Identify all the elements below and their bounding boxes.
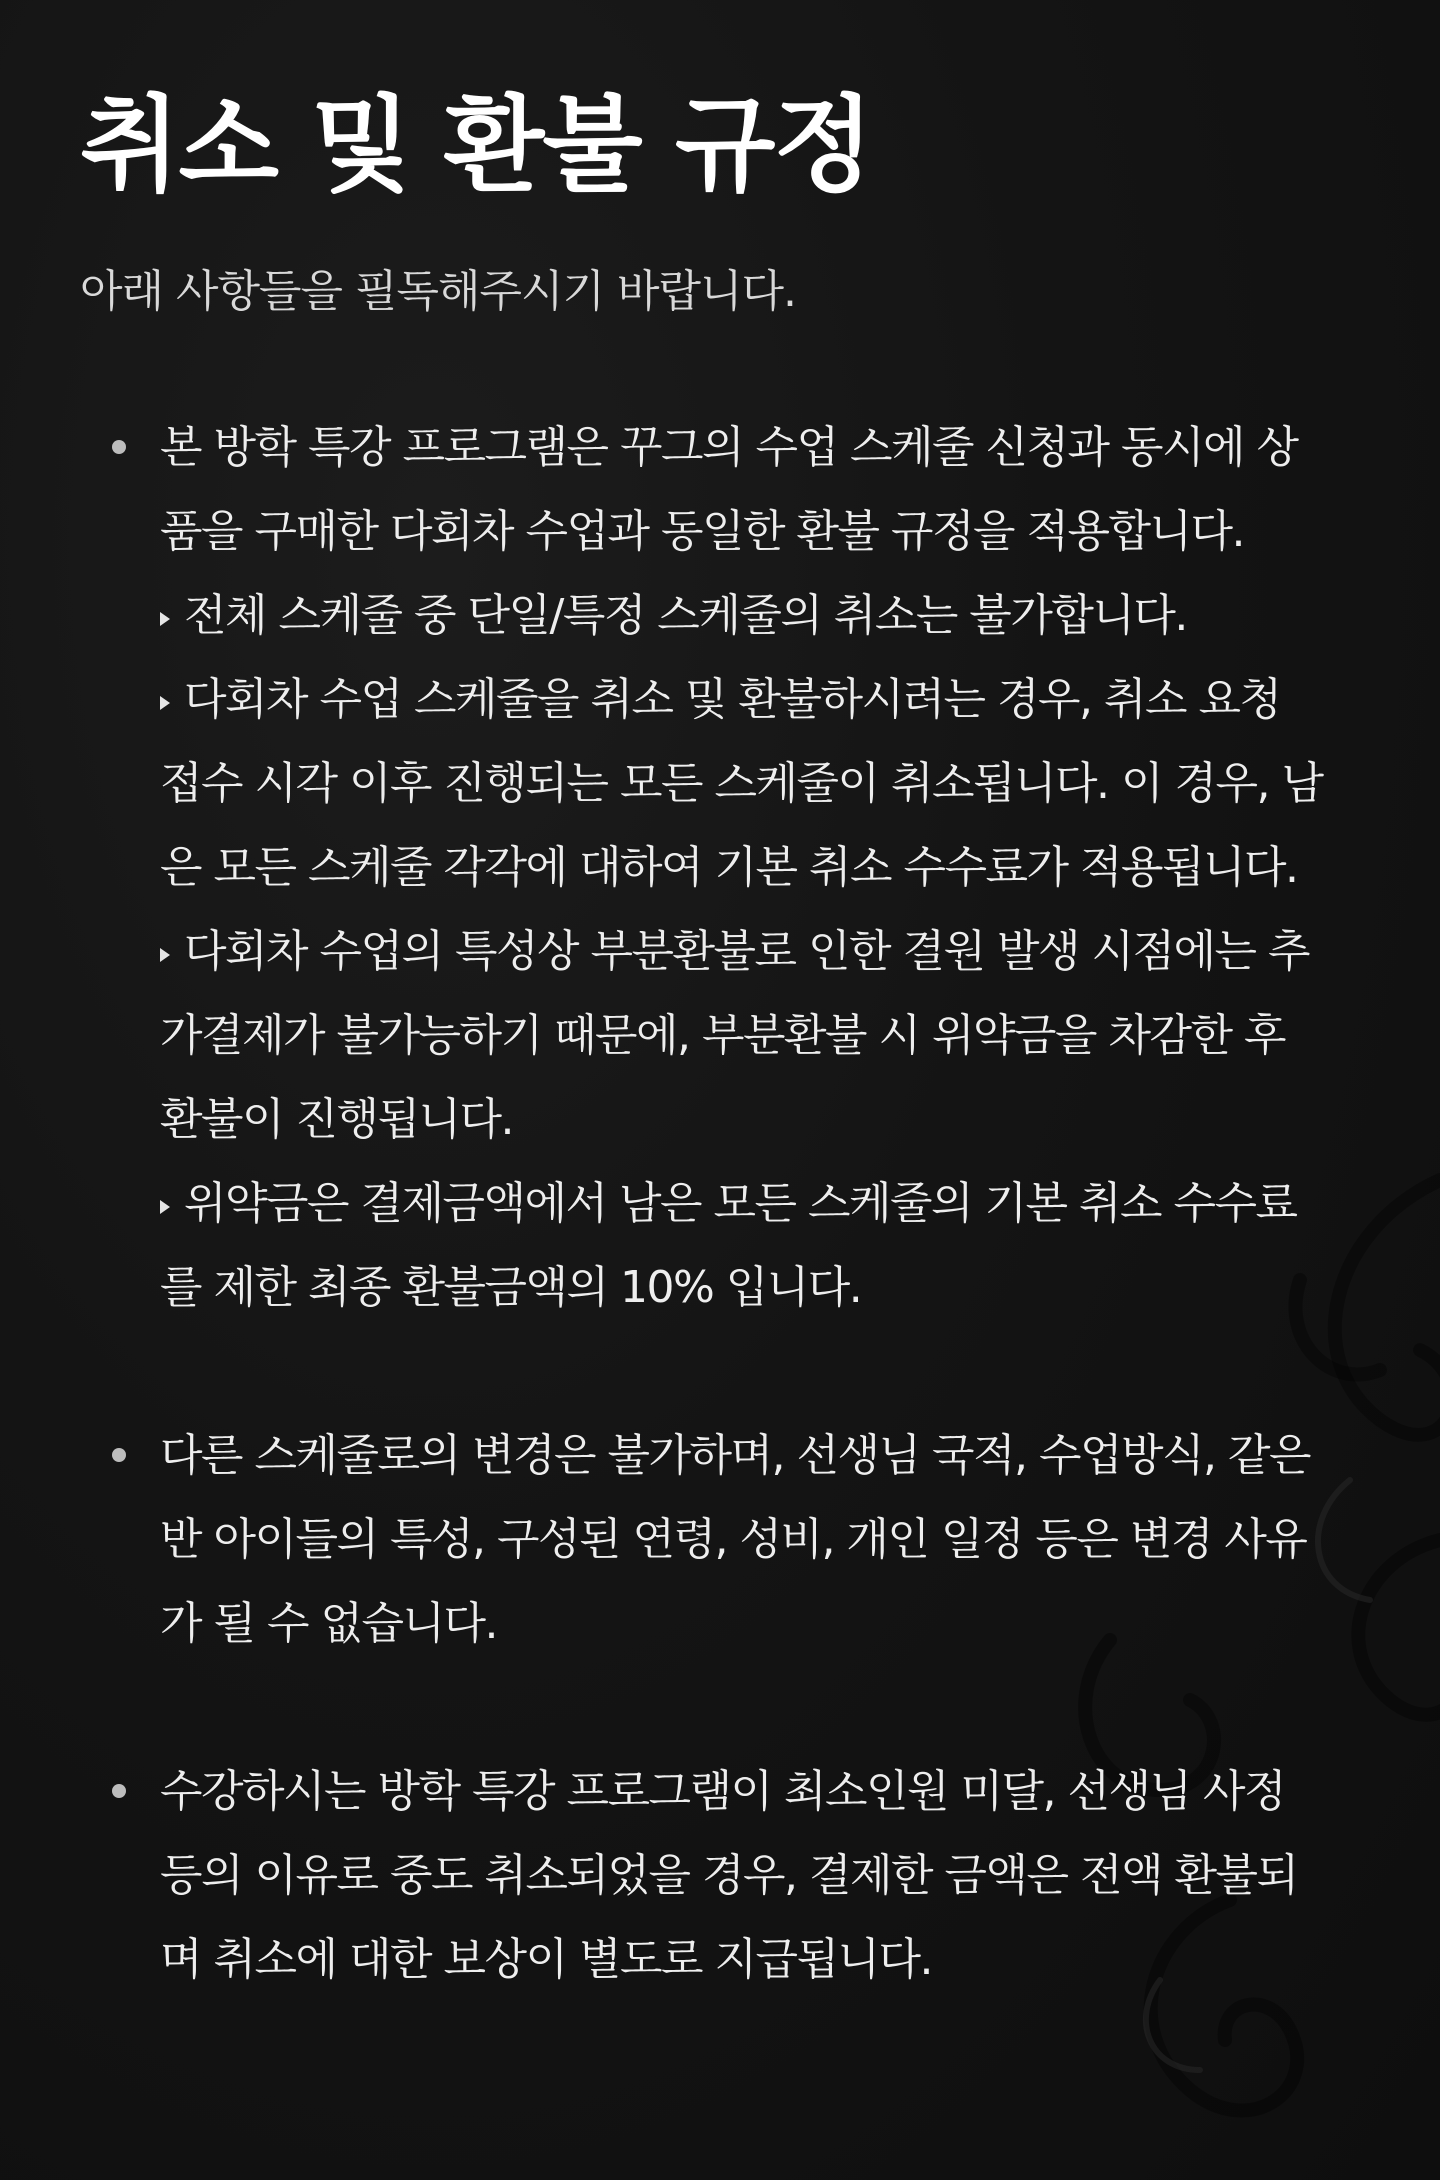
policy-text-line: 반 아이들의 특성, 구성된 연령, 성비, 개인 일정 등은 변경 사유	[160, 1514, 1307, 1565]
policy-text-line: 며 취소에 대한 보상이 별도로 지급됩니다.	[160, 1934, 932, 1985]
policy-text-line: 품을 구매한 다회차 수업과 동일한 환불 규정을 적용합니다.	[160, 506, 1244, 557]
policy-text-line: 가 될 수 없습니다.	[160, 1598, 497, 1649]
policy-sub-item	[160, 910, 1360, 1162]
triangle-right-icon	[160, 612, 170, 626]
policy-text-line: 본 방학 특강 프로그램은 꾸그의 수업 스케줄 신청과 동시에 상	[160, 422, 1298, 473]
policy-text-line: 등의 이유로 중도 취소되었을 경우, 결제한 금액은 전액 환불되	[160, 1850, 1298, 1901]
refund-policy-section	[80, 80, 1360, 2086]
policy-sub-text: 다회차 수업의 특성상 부분환불로 인한 결원 발생 시점에는 추	[184, 926, 1309, 977]
policy-sub-text-line	[160, 658, 1360, 742]
policy-item	[80, 1750, 1360, 2002]
policy-sub-item	[160, 574, 1360, 658]
page-title: 취소 및 환불 규정	[80, 84, 872, 206]
policy-sub-item	[160, 658, 1360, 910]
policy-sub-text-line	[160, 910, 1360, 994]
policy-sub-text-line: 환불이 진행됩니다.	[160, 1094, 514, 1145]
policy-sub-text-line	[160, 574, 1360, 658]
policy-sub-text: 다회차 수업 스케줄을 취소 및 환불하시려는 경우, 취소 요청	[184, 674, 1281, 725]
bullet-dot-icon	[112, 440, 126, 454]
policy-sub-text-line: 은 모든 스케줄 각각에 대하여 기본 취소 수수료가 적용됩니다.	[160, 842, 1298, 893]
policy-sub-text: 위약금은 결제금액에서 남은 모든 스케줄의 기본 취소 수수료	[184, 1178, 1297, 1229]
triangle-right-icon	[160, 1200, 170, 1214]
bullet-dot-icon	[112, 1448, 126, 1462]
policy-sub-text: 전체 스케줄 중 단일/특정 스케줄의 취소는 불가합니다.	[184, 590, 1187, 641]
policy-item	[80, 406, 1360, 1330]
policy-sub-text-line	[160, 1162, 1360, 1246]
policy-sub-text-line: 를 제한 최종 환불금액의 10% 입니다.	[160, 1262, 862, 1313]
policy-list	[80, 406, 1360, 2002]
policy-sub-text-line: 가결제가 불가능하기 때문에, 부분환불 시 위약금을 차감한 후	[160, 1010, 1285, 1061]
policy-text-line: 다른 스케줄로의 변경은 불가하며, 선생님 국적, 수업방식, 같은	[160, 1430, 1310, 1481]
policy-sub-text-line: 접수 시각 이후 진행되는 모든 스케줄이 취소됩니다. 이 경우, 남	[160, 758, 1323, 809]
page-subtitle: 아래 사항들을 필독해주시기 바랍니다.	[80, 266, 797, 317]
triangle-right-icon	[160, 696, 170, 710]
policy-item	[80, 1414, 1360, 1666]
triangle-right-icon	[160, 948, 170, 962]
bullet-dot-icon	[112, 1784, 126, 1798]
policy-text-line: 수강하시는 방학 특강 프로그램이 최소인원 미달, 선생님 사정	[160, 1766, 1285, 1817]
policy-sub-item	[160, 1162, 1360, 1330]
